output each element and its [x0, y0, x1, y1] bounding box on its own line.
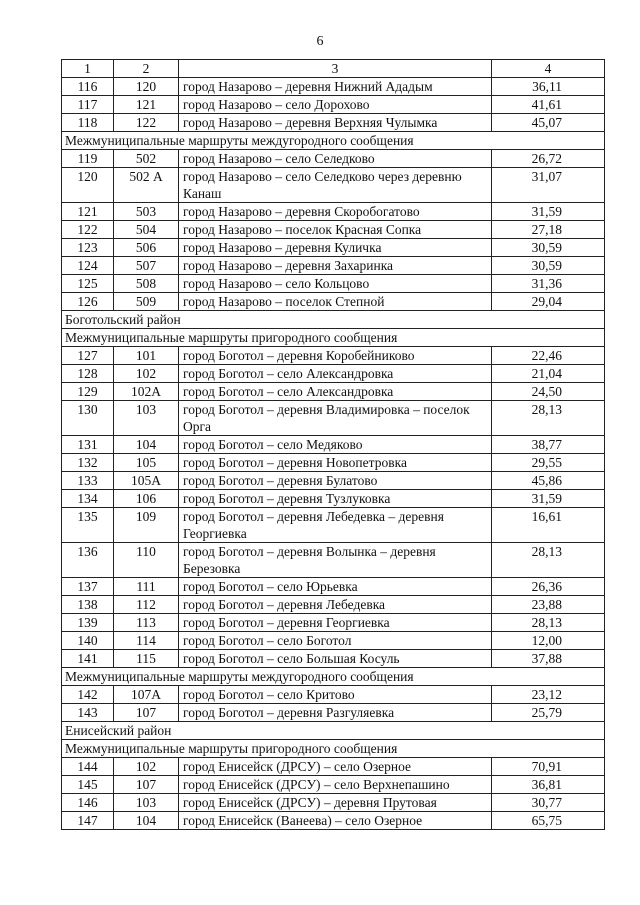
row-number: 125 [62, 275, 114, 293]
row-number: 137 [62, 578, 114, 596]
route-name: город Боготол – село Александровка [179, 365, 492, 383]
row-number: 133 [62, 472, 114, 490]
section-title: Межмуниципальные маршруты пригородного сообщения [62, 329, 605, 347]
route-code: 102 [114, 365, 179, 383]
table-row [62, 150, 605, 168]
table-row [62, 578, 605, 596]
row-number: 120 [62, 168, 114, 203]
row-number: 122 [62, 221, 114, 239]
route-code: 103 [114, 401, 179, 436]
route-code: 507 [114, 257, 179, 275]
table-row [62, 436, 605, 454]
route-code: 106 [114, 490, 179, 508]
route-distance: 28,13 [492, 543, 605, 578]
routes-table [61, 59, 605, 830]
section-title: Межмуниципальные маршруты междугородного сообщения [62, 668, 605, 686]
route-code: 114 [114, 632, 179, 650]
route-code: 121 [114, 96, 179, 114]
route-code: 105А [114, 472, 179, 490]
route-distance: 31,59 [492, 203, 605, 221]
row-number: 119 [62, 150, 114, 168]
route-distance: 45,86 [492, 472, 605, 490]
route-name: город Боготол – деревня Георгиевка [179, 614, 492, 632]
route-name: город Назарово – поселок Красная Сопка [179, 221, 492, 239]
route-distance: 28,13 [492, 614, 605, 632]
row-number: 142 [62, 686, 114, 704]
route-name: город Назарово – деревня Скоробогатово [179, 203, 492, 221]
route-name: город Боготол – село Боготол [179, 632, 492, 650]
route-code: 104 [114, 436, 179, 454]
row-number: 130 [62, 401, 114, 436]
page-number: 6 [316, 34, 324, 49]
route-code: 104 [114, 812, 179, 830]
route-code: 115 [114, 650, 179, 668]
route-distance: 29,55 [492, 454, 605, 472]
row-number: 121 [62, 203, 114, 221]
table-row [62, 96, 605, 114]
route-distance: 27,18 [492, 221, 605, 239]
route-name: город Боготол – деревня Тузлуковка [179, 490, 492, 508]
route-name: город Боготол – деревня Булатово [179, 472, 492, 490]
route-name: город Боготол – село Большая Косуль [179, 650, 492, 668]
table-row [62, 632, 605, 650]
route-name: город Назарово – село Селедково через деревню Канаш [179, 168, 492, 203]
row-number: 134 [62, 490, 114, 508]
route-distance: 16,61 [492, 508, 605, 543]
route-code: 504 [114, 221, 179, 239]
route-code: 506 [114, 239, 179, 257]
header-col-2: 2 [114, 60, 179, 78]
route-name: город Боготол – деревня Разгуляевка [179, 704, 492, 722]
section-row [62, 668, 605, 686]
row-number: 138 [62, 596, 114, 614]
section-row [62, 311, 605, 329]
table-row [62, 257, 605, 275]
route-name: город Боготол – деревня Волынка – деревня Березовка [179, 543, 492, 578]
table-row [62, 454, 605, 472]
table-body [62, 78, 605, 830]
route-name: город Боготол – село Александровка [179, 383, 492, 401]
table-row [62, 543, 605, 578]
route-name: город Енисейск (ДРСУ) – село Верхнепашино [179, 776, 492, 794]
section-title: Межмуниципальные маршруты междугородного сообщения [62, 132, 605, 150]
route-distance: 45,07 [492, 114, 605, 132]
route-distance: 65,75 [492, 812, 605, 830]
table-row [62, 203, 605, 221]
table-row [62, 365, 605, 383]
route-code: 111 [114, 578, 179, 596]
row-number: 126 [62, 293, 114, 311]
route-code: 122 [114, 114, 179, 132]
route-distance: 30,59 [492, 239, 605, 257]
header-row [62, 60, 605, 78]
row-number: 128 [62, 365, 114, 383]
row-number: 144 [62, 758, 114, 776]
row-number: 135 [62, 508, 114, 543]
route-distance: 29,04 [492, 293, 605, 311]
section-title: Боготольский район [62, 311, 605, 329]
route-name: город Енисейск (ДРСУ) – деревня Прутовая [179, 794, 492, 812]
route-name: город Назарово – село Кольцово [179, 275, 492, 293]
route-code: 109 [114, 508, 179, 543]
table-row [62, 383, 605, 401]
table-row [62, 794, 605, 812]
section-row [62, 740, 605, 758]
route-distance: 41,61 [492, 96, 605, 114]
table-row [62, 596, 605, 614]
route-name: город Енисейск (ДРСУ) – село Озерное [179, 758, 492, 776]
table-row [62, 239, 605, 257]
route-distance: 28,13 [492, 401, 605, 436]
route-distance: 23,12 [492, 686, 605, 704]
route-distance: 26,72 [492, 150, 605, 168]
route-name: город Назарово – деревня Верхняя Чулымка [179, 114, 492, 132]
table-row [62, 168, 605, 203]
route-distance: 36,11 [492, 78, 605, 96]
row-number: 129 [62, 383, 114, 401]
route-distance: 30,77 [492, 794, 605, 812]
route-code: 509 [114, 293, 179, 311]
section-title: Енисейский район [62, 722, 605, 740]
route-name: город Назарово – деревня Захаринка [179, 257, 492, 275]
route-name: город Боготол – деревня Лебедевка [179, 596, 492, 614]
table-row [62, 758, 605, 776]
route-code: 502 [114, 150, 179, 168]
route-distance: 21,04 [492, 365, 605, 383]
row-number: 127 [62, 347, 114, 365]
table-row [62, 401, 605, 436]
route-name: город Боготол – село Критово [179, 686, 492, 704]
route-code: 107А [114, 686, 179, 704]
row-number: 146 [62, 794, 114, 812]
route-code: 103 [114, 794, 179, 812]
route-code: 105 [114, 454, 179, 472]
route-distance: 12,00 [492, 632, 605, 650]
route-distance: 25,79 [492, 704, 605, 722]
route-code: 102А [114, 383, 179, 401]
route-distance: 22,46 [492, 347, 605, 365]
route-name: город Боготол – деревня Новопетровка [179, 454, 492, 472]
table-row [62, 293, 605, 311]
row-number: 117 [62, 96, 114, 114]
route-distance: 36,81 [492, 776, 605, 794]
section-row [62, 132, 605, 150]
row-number: 132 [62, 454, 114, 472]
route-code: 502 А [114, 168, 179, 203]
row-number: 139 [62, 614, 114, 632]
table-row [62, 812, 605, 830]
header-col-3: 3 [179, 60, 492, 78]
header-col-1: 1 [62, 60, 114, 78]
route-code: 101 [114, 347, 179, 365]
table-row [62, 78, 605, 96]
route-name: город Назарово – деревня Нижний Ададым [179, 78, 492, 96]
row-number: 145 [62, 776, 114, 794]
row-number: 123 [62, 239, 114, 257]
route-distance: 31,36 [492, 275, 605, 293]
table-row [62, 776, 605, 794]
route-code: 503 [114, 203, 179, 221]
table-row [62, 275, 605, 293]
row-number: 118 [62, 114, 114, 132]
row-number: 143 [62, 704, 114, 722]
section-row [62, 329, 605, 347]
route-name: город Назарово – деревня Куличка [179, 239, 492, 257]
route-code: 110 [114, 543, 179, 578]
route-name: город Енисейск (Ванеева) – село Озерное [179, 812, 492, 830]
table-row [62, 704, 605, 722]
row-number: 131 [62, 436, 114, 454]
row-number: 116 [62, 78, 114, 96]
route-distance: 24,50 [492, 383, 605, 401]
table-row [62, 114, 605, 132]
route-name: город Боготол – деревня Коробейниково [179, 347, 492, 365]
row-number: 141 [62, 650, 114, 668]
table-row [62, 686, 605, 704]
route-code: 107 [114, 776, 179, 794]
route-distance: 31,59 [492, 490, 605, 508]
row-number: 124 [62, 257, 114, 275]
route-code: 120 [114, 78, 179, 96]
route-code: 113 [114, 614, 179, 632]
route-name: город Боготол – деревня Лебедевка – деревня Георгиевка [179, 508, 492, 543]
table-row [62, 614, 605, 632]
route-name: город Боготол – село Юрьевка [179, 578, 492, 596]
table-row [62, 347, 605, 365]
route-name: город Боготол – село Медяково [179, 436, 492, 454]
header-col-4: 4 [492, 60, 605, 78]
route-code: 508 [114, 275, 179, 293]
row-number: 147 [62, 812, 114, 830]
table-row [62, 508, 605, 543]
route-distance: 23,88 [492, 596, 605, 614]
route-distance: 30,59 [492, 257, 605, 275]
route-code: 102 [114, 758, 179, 776]
route-name: город Назарово – село Дорохово [179, 96, 492, 114]
route-code: 112 [114, 596, 179, 614]
route-distance: 31,07 [492, 168, 605, 203]
route-distance: 70,91 [492, 758, 605, 776]
row-number: 136 [62, 543, 114, 578]
section-title: Межмуниципальные маршруты пригородного сообщения [62, 740, 605, 758]
route-name: город Боготол – деревня Владимировка – поселок Орга [179, 401, 492, 436]
route-name: город Назарово – поселок Степной [179, 293, 492, 311]
route-distance: 38,77 [492, 436, 605, 454]
table-row [62, 472, 605, 490]
route-code: 107 [114, 704, 179, 722]
route-name: город Назарово – село Селедково [179, 150, 492, 168]
row-number: 140 [62, 632, 114, 650]
route-distance: 26,36 [492, 578, 605, 596]
table-row [62, 490, 605, 508]
route-distance: 37,88 [492, 650, 605, 668]
table-row [62, 221, 605, 239]
table-row [62, 650, 605, 668]
section-row [62, 722, 605, 740]
